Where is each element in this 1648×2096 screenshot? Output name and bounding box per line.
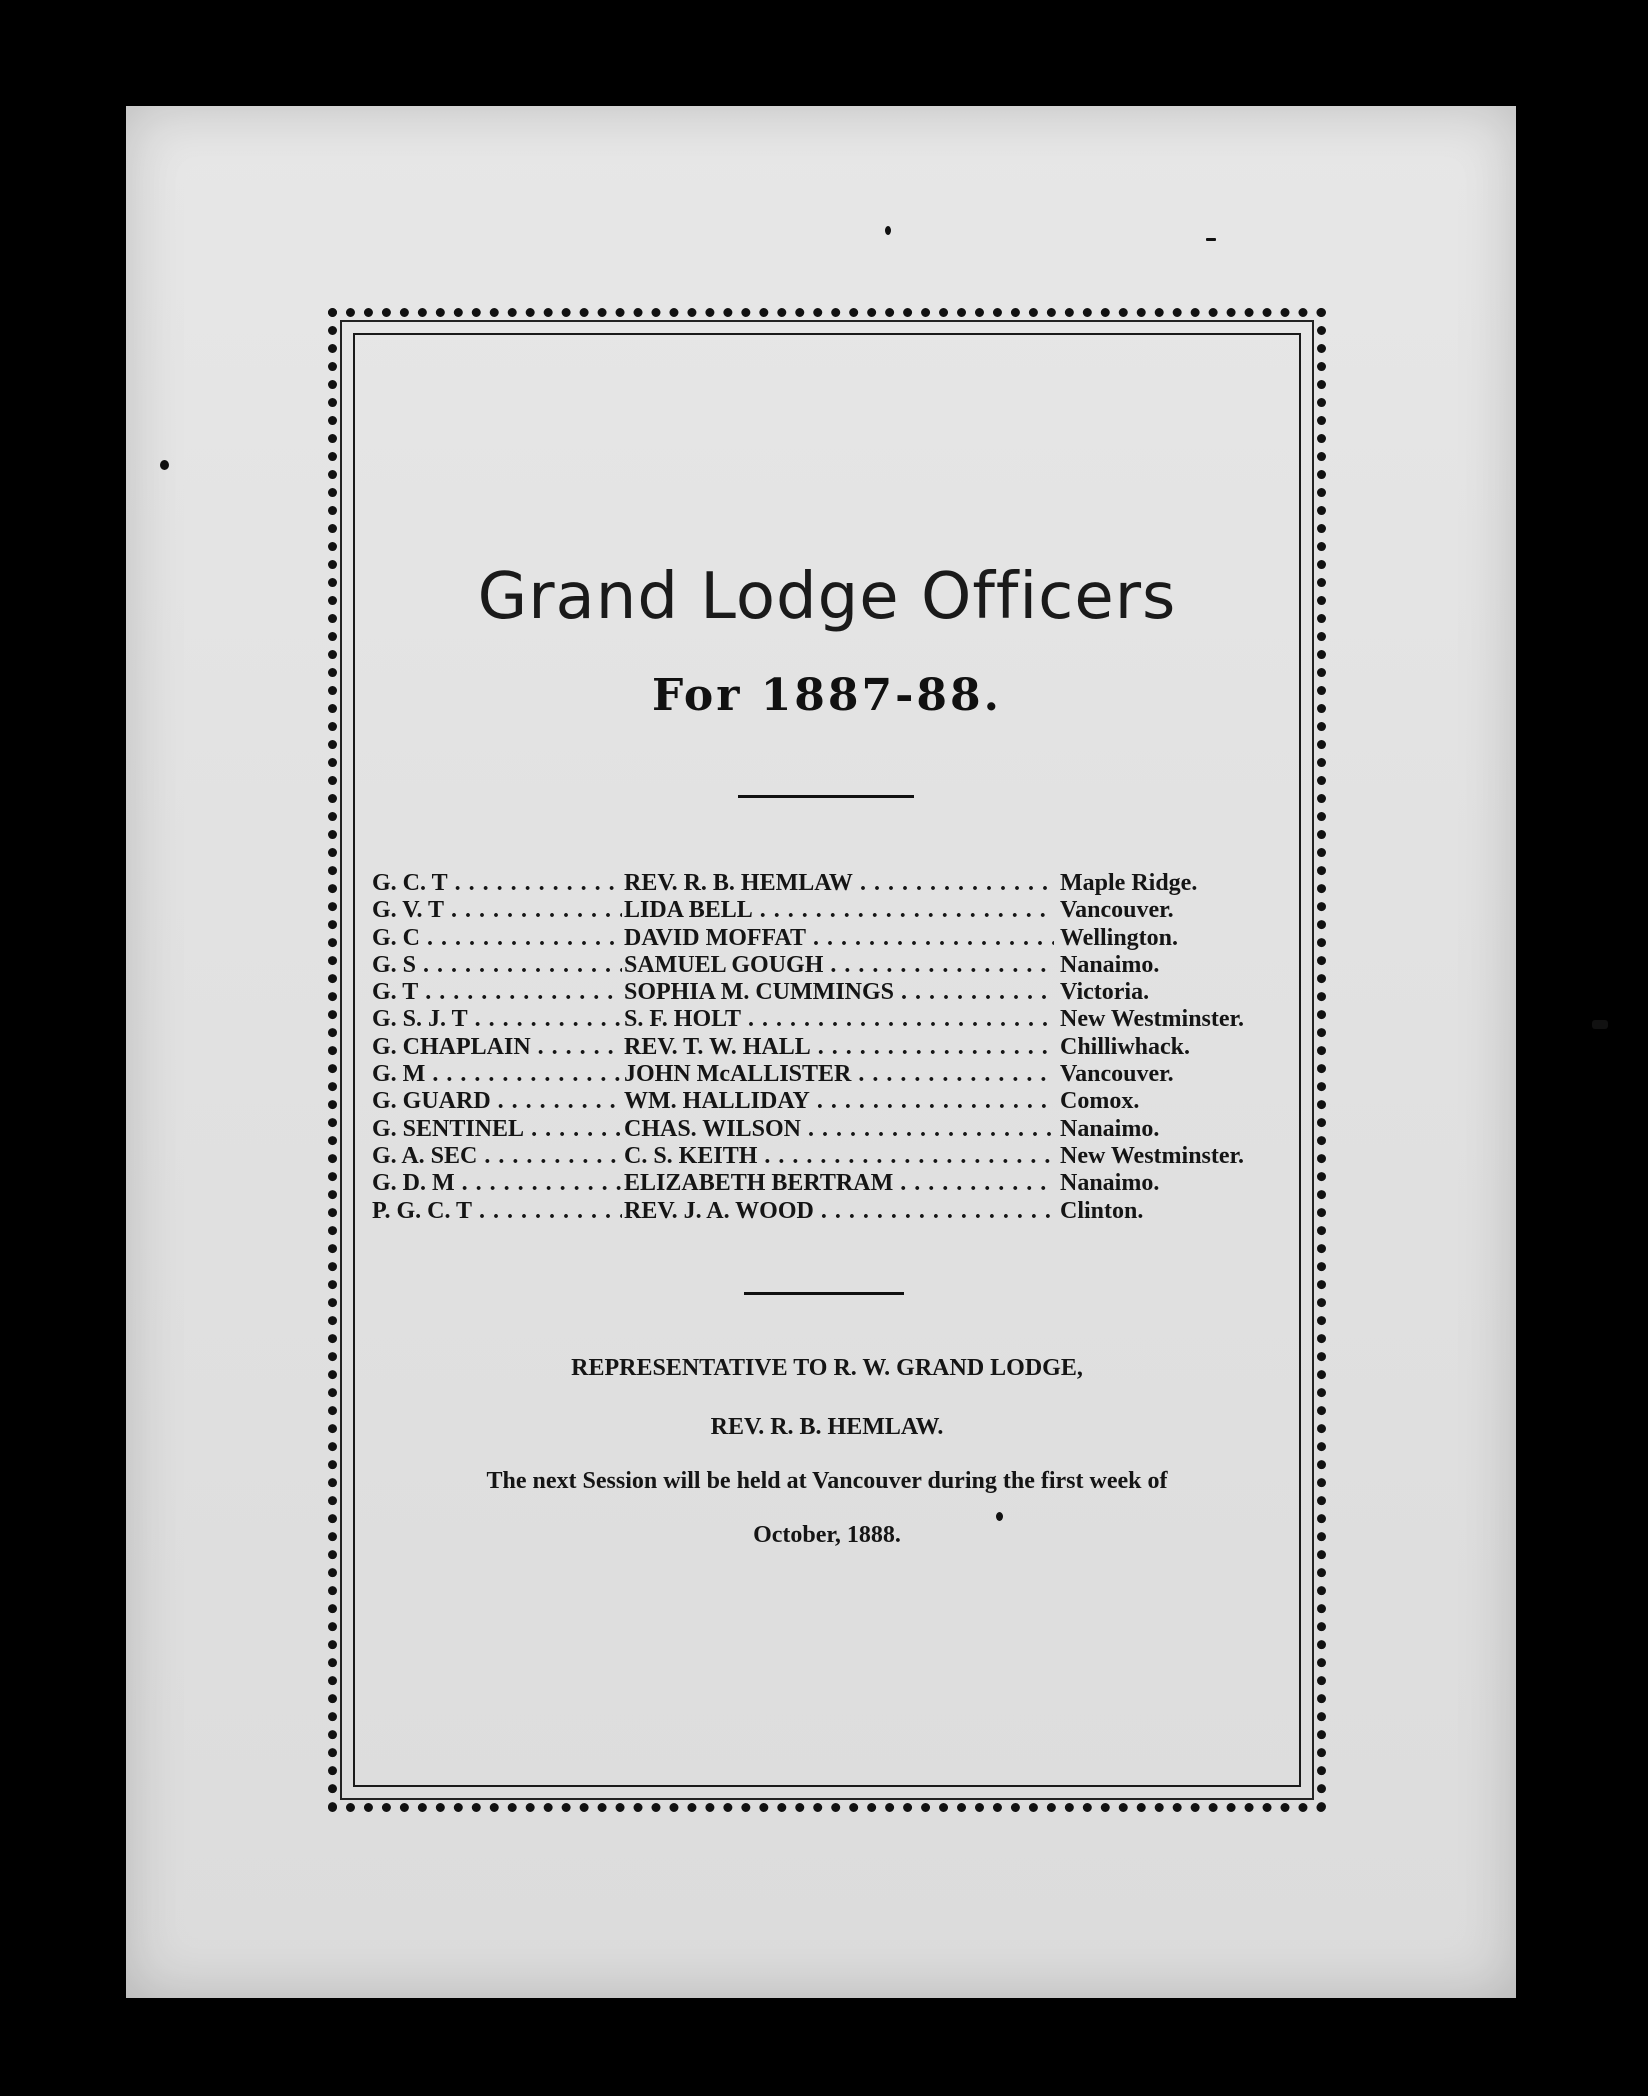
page-subtitle: For 1887-88. bbox=[652, 670, 1002, 721]
officer-title: G. M . . . bbox=[372, 1061, 622, 1088]
officer-row bbox=[372, 1116, 1292, 1143]
divider-rule-bottom bbox=[744, 1292, 904, 1295]
officer-place: Maple Ridge. bbox=[1060, 870, 1198, 896]
session-notice-line-2: October, 1888. bbox=[753, 1522, 901, 1548]
officer-title: G. D. M . . . bbox=[372, 1170, 622, 1197]
officer-name: DAVID MOFFAT . . . bbox=[624, 925, 1054, 952]
divider-rule-top bbox=[738, 795, 914, 798]
officer-name: SAMUEL GOUGH . . . bbox=[624, 952, 1054, 979]
officer-row bbox=[372, 952, 1292, 979]
officer-place: New Westminster. bbox=[1060, 1006, 1244, 1033]
officer-place: Chilliwhack. bbox=[1060, 1033, 1191, 1060]
officer-name: C. S. KEITH . . . bbox=[624, 1143, 1054, 1170]
officer-title: G. T . . . bbox=[372, 979, 622, 1006]
session-notice-line-1: The next Session will be held at Vancouver during the first week of bbox=[486, 1468, 1168, 1494]
officer-row bbox=[372, 1170, 1292, 1197]
officer-place: Vancouver. bbox=[1060, 897, 1174, 924]
paper-speck bbox=[1592, 1020, 1608, 1029]
officer-title: G. A. SEC . . . bbox=[372, 1143, 622, 1170]
officer-row bbox=[372, 979, 1292, 1006]
officer-row bbox=[372, 1198, 1292, 1225]
officer-place: Nanaimo. bbox=[1060, 951, 1160, 978]
officer-title: G. SENTINEL . . . bbox=[372, 1116, 622, 1143]
officer-place: Clinton. bbox=[1060, 1197, 1144, 1224]
officer-name: WM. HALLIDAY . . . bbox=[624, 1088, 1054, 1115]
officer-row bbox=[372, 897, 1292, 924]
officer-place: Nanaimo. bbox=[1060, 1115, 1160, 1142]
officer-row bbox=[372, 1034, 1292, 1061]
officer-name: CHAS. WILSON . . . bbox=[624, 1116, 1054, 1143]
officer-title: G. V. T . . . bbox=[372, 897, 622, 924]
page-title: Grand Lodge Officers bbox=[477, 560, 1177, 634]
officer-name: REV. R. B. HEMLAW . . . bbox=[624, 870, 1054, 897]
officer-place: New Westminster. bbox=[1060, 1142, 1244, 1169]
officer-title: G. C. T . . . bbox=[372, 870, 622, 897]
paper-speck bbox=[996, 1512, 1003, 1521]
officer-place: Victoria. bbox=[1060, 979, 1150, 1006]
officer-name: REV. T. W. HALL . . . bbox=[624, 1034, 1054, 1061]
officer-name: S. F. HOLT . . . bbox=[624, 1006, 1054, 1033]
officer-title: G. C . . . bbox=[372, 925, 622, 952]
officer-title: G. CHAPLAIN . . . bbox=[372, 1034, 622, 1061]
officer-title: P. G. C. T . . . bbox=[372, 1198, 622, 1225]
representative-name: REV. R. B. HEMLAW. bbox=[710, 1414, 944, 1440]
officer-row bbox=[372, 1006, 1292, 1033]
officer-place: Nanaimo. bbox=[1060, 1170, 1160, 1197]
paper-speck bbox=[1206, 238, 1216, 241]
officer-row bbox=[372, 1143, 1292, 1170]
representative-heading: REPRESENTATIVE TO R. W. GRAND LODGE, bbox=[571, 1355, 1083, 1381]
paper-speck bbox=[160, 460, 169, 470]
officer-title: G. S. J. T . . . bbox=[372, 1006, 622, 1033]
officer-title: G. S . . . bbox=[372, 952, 622, 979]
officer-row bbox=[372, 1088, 1292, 1115]
officer-name: SOPHIA M. CUMMINGS . . . bbox=[624, 979, 1054, 1006]
officer-row bbox=[372, 870, 1292, 897]
officer-place: Comox. bbox=[1060, 1088, 1140, 1115]
officer-row bbox=[372, 1061, 1292, 1088]
officer-name: JOHN McALLISTER . . . bbox=[624, 1061, 1054, 1088]
officer-name: REV. J. A. WOOD . . . bbox=[624, 1198, 1054, 1225]
officer-row bbox=[372, 925, 1292, 952]
officer-name: ELIZABETH BERTRAM . . . bbox=[624, 1170, 1054, 1197]
officer-name: LIDA BELL . . . bbox=[624, 897, 1054, 924]
officer-place: Wellington. bbox=[1060, 924, 1179, 951]
officer-place: Vancouver. bbox=[1060, 1061, 1174, 1088]
paper-speck bbox=[885, 226, 891, 235]
officers-list bbox=[372, 870, 1292, 1225]
officer-title: G. GUARD . . . bbox=[372, 1088, 622, 1115]
